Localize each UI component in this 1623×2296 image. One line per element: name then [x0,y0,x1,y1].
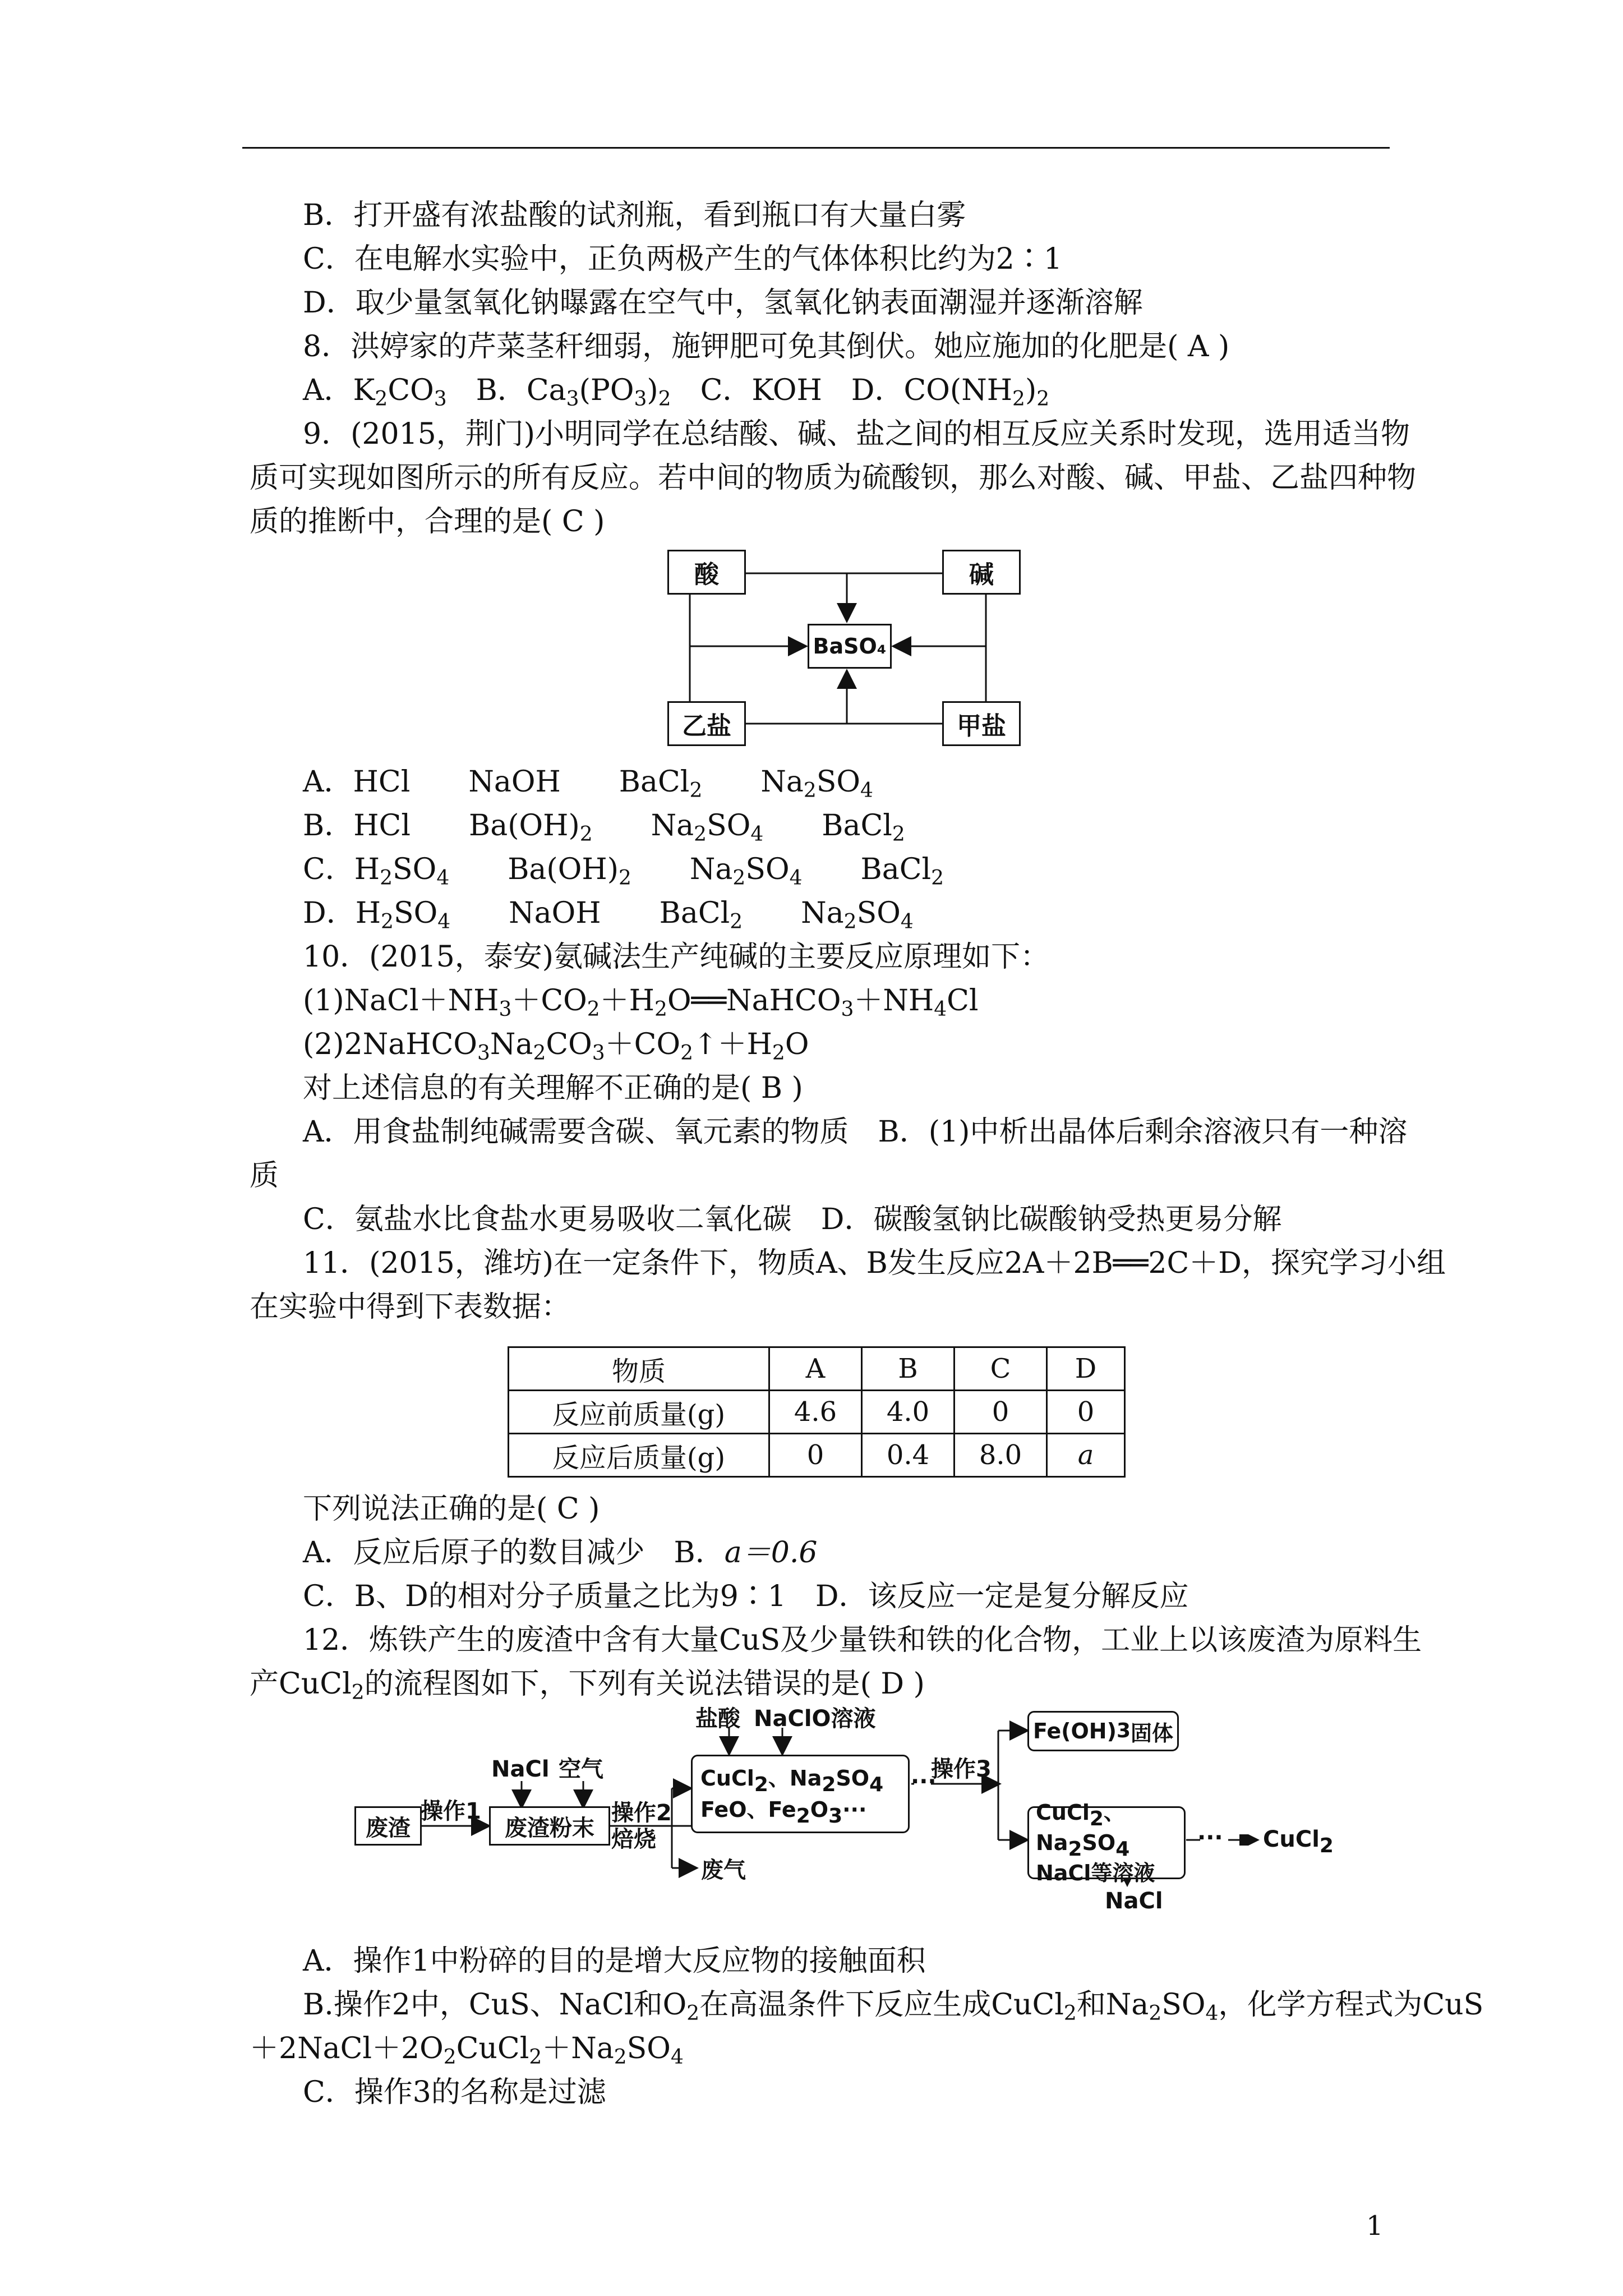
q11-option-cd: C．B、D的相对分子质量之比为9∶1 D．该反应一定是复分解反应 [303,1580,1189,1613]
table-cell: 0 [1047,1391,1125,1434]
filtrate-box [1027,1800,1186,1885]
baso4-box: BaSO₄ [808,624,892,669]
page-number: 1 [1366,2210,1384,2242]
q11-ask: 下列说法正确的是( C ) [303,1492,600,1526]
acid-box: 酸 [667,550,746,595]
q9-stem-line1: 9．(2015，荆门)小明同学在总结酸、碱、盐之间的相互反应关系时发现，选用适当物 [303,417,1410,451]
table-row [509,1391,1125,1434]
nacl-output: NaCl [1105,1888,1163,1914]
dots-1: ··· [911,1769,937,1795]
q10-equation-2: $(2)2NaHCO_3Na_2CO_3+CO_2↑+H_2O$ [303,1028,809,1065]
q11-option-ab [303,1535,817,1571]
table-cell: 反应前质量(g) [509,1391,769,1434]
header-rule [242,147,1390,149]
table-cell: 4.6 [769,1391,862,1434]
q11-data-table [508,1346,1126,1478]
q7-option-b: B．打开盛有浓盐酸的试剂瓶，看到瓶口有大量白雾 [303,199,966,232]
q12-option-a: A．操作1中粉碎的目的是增大反应物的接触面积 [303,1944,926,1978]
waste-gas-label: 废气 [701,1857,746,1883]
q10-option-ab-cont: 质 [250,1159,279,1193]
table-header-cell: C [955,1347,1047,1391]
q12-option-c: C．操作3的名称是过滤 [303,2076,606,2109]
table-cell: 0 [769,1434,862,1477]
filtrate-line1: CuCl$_2$、$Na_2SO_4$ [1036,1800,1130,1861]
q10-option-ab: A．用食盐制纯碱需要含碳、氧元素的物质 B．(1)中析出晶体后剩余溶液只有一种溶 [303,1115,1408,1149]
q12-option-b-line2: $+2NaCl+2O_2CuCl_2+Na_2SO_4$ [250,2032,684,2069]
roast-label: 焙烧 [611,1826,656,1852]
air-input: 空气 [559,1756,603,1782]
filtrate-line2: NaCl等溶液 [1036,1861,1155,1885]
table-cell: 4.0 [862,1391,955,1434]
solid-label: 固体 [1131,1720,1174,1746]
table-header-cell: B [862,1347,955,1391]
acid-input: 盐酸 [695,1706,740,1732]
q8-stem: 8．洪婷家的芹菜茎秆细弱，施钾肥可免其倒伏。她应施加的化肥是( A ) [303,330,1230,364]
q9-reaction-diagram [667,550,1032,752]
q12-stem-line1: 12．炼铁产生的废渣中含有大量CuS及少量铁和铁的化合物，工业上以该废渣为原料生 [303,1623,1422,1657]
table-header-cell: A [769,1347,862,1391]
q11-stem-line1: 11．(2015，潍坊)在一定条件下，物质A、B发生反应2A＋2B══2C＋D，探究学习小组 [303,1246,1446,1280]
arrow-to-cucl2 [1228,1834,1262,1846]
leach-line1: CuCl$_2$、$Na_2SO_4$ [700,1766,884,1796]
feed-box: 废渣 [354,1806,422,1846]
table-cell: 0.4 [862,1434,955,1477]
fe-oh3-solid-box: Fe(OH) 3 固体 [1027,1711,1179,1751]
q7-option-c: C．在电解水实验中，正负两极产生的气体体积比约为2∶1 [303,242,1062,276]
table-cell: 0 [955,1391,1047,1434]
base-box: 碱 [942,550,1021,595]
q12-stem-line2: 产CuCl$_2$的流程图如下，下列有关说法错误的是( D ) [250,1667,925,1704]
table-header-cell: D [1047,1347,1125,1391]
q9-option-c: C．$H_2SO_4$ $Ba(OH)_2$ $Na_2SO_4$ BaCl$_2$ [303,853,944,890]
q9-stem-line3: 质的推断中，合理的是( C ) [250,505,605,539]
leach-line2: FeO、$Fe_2O_3\cdot\cdot\cdot$ [700,1797,867,1828]
q9-option-a: A．HCl NaOH BaCl$_2$ $Na_2SO_4$ [303,765,873,802]
q11-option-ab-text: A．反应后原子的数目减少 B． [303,1536,725,1570]
table-header-row [509,1347,1125,1391]
table-cell: a [1047,1434,1125,1477]
dots-2: ··· [1197,1825,1223,1851]
q8-options: A．$K_2CO_3$ B．$Ca_3(PO_3)_2$ C．KOH D．$CO(NH_2)_2$ [303,374,1050,411]
q10-option-cd: C．氨盐水比食盐水更易吸收二氧化碳 D．碳酸氢钠比碳酸钠受热更易分解 [303,1203,1282,1236]
q10-stem: 10．(2015，泰安)氨碱法生产纯碱的主要反应原理如下： [303,940,1050,974]
table-row [509,1434,1125,1477]
op2-label: 操作2 [611,1800,672,1826]
q9-option-b: B．HCl $Ba(OH)_2$ $Na_2SO_4$ BaCl$_2$ [303,809,905,846]
q12-flow-diagram [348,1705,1357,1930]
q9-option-d: D．$H_2SO_4$ NaOH BaCl$_2$ $Na_2SO_4$ [303,896,914,933]
nacl-input: NaCl [491,1756,550,1782]
table-header-cell: 物质 [509,1347,769,1391]
q12-option-b-line1: B.操作2中，CuS、NaCl和$O_2$在高温条件下反应生成CuCl$_2$和$Na_2SO_4$，化学方程式为CuS [303,1988,1484,2025]
table-cell: 8.0 [955,1434,1047,1477]
q10-ask: 对上述信息的有关理解不正确的是( B ) [303,1071,803,1105]
q9-stem-line2: 质可实现如图所示的所有反应。若中间的物质为硫酸钡，那么对酸、碱、甲盐、乙盐四种物 [250,461,1417,495]
salt-b-box: 乙盐 [667,701,746,746]
q11-option-b-expr: a＝0.6 [724,1536,818,1570]
q10-equation-1: $(1)NaCl+NH_3+CO_2+H_2O══NaHCO_3+NH_4Cl$ [303,984,979,1021]
powder-box: 废渣粉末 [489,1806,610,1846]
naclo-input: NaClO溶液 [754,1706,876,1732]
salt-a-box: 甲盐 [942,701,1021,746]
leach-mixture-box [691,1755,910,1833]
op1-label: 操作1 [421,1798,481,1824]
q7-option-d: D．取少量氢氧化钠曝露在空气中，氢氧化钠表面潮湿并逐渐溶解 [303,286,1143,320]
op3-label: 操作3 [931,1756,992,1782]
table-cell: 反应后质量(g) [509,1434,769,1477]
q11-stem-line2: 在实验中得到下表数据： [250,1290,571,1324]
cucl2-product: CuCl$_2$ [1263,1826,1334,1857]
